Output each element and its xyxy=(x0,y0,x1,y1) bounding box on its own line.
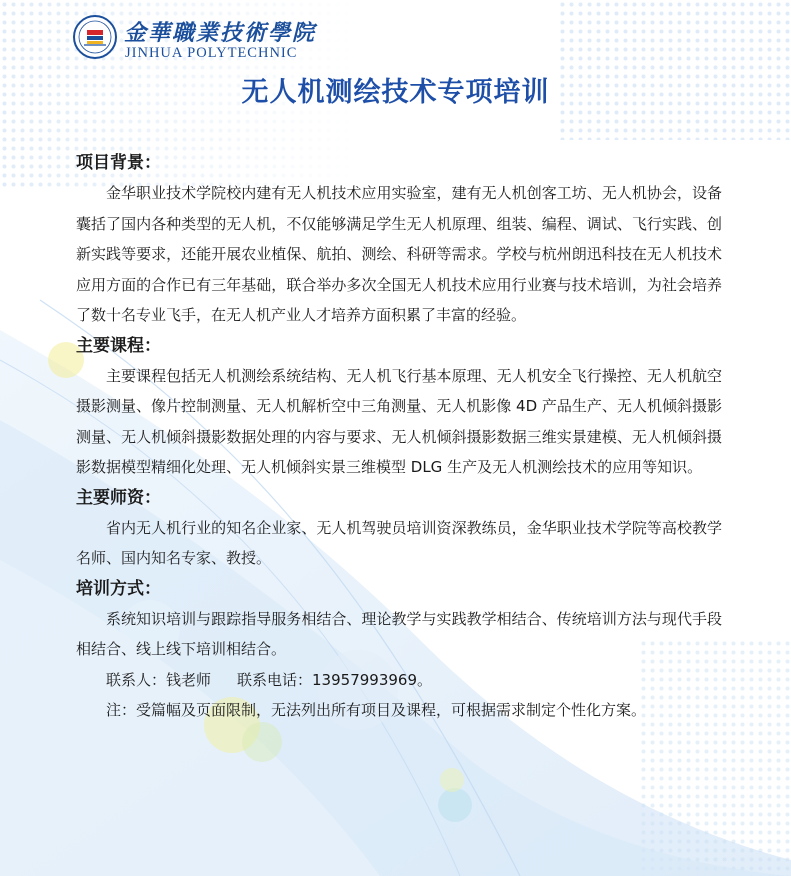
page-title: 无人机测绘技术专项培训 xyxy=(241,77,550,108)
main-content xyxy=(76,148,722,726)
school-logo xyxy=(72,12,317,64)
contact-line xyxy=(76,665,722,696)
section-paragraph-training-method: 系统知识培训与跟踪指导服务相结合、理论教学与实践教学相结合、传统培训方法与现代手段相结合、线上线下培训相结合。 xyxy=(76,609,722,658)
school-emblem-icon xyxy=(72,14,118,60)
section-heading-training-method: 培训方式： xyxy=(76,578,161,599)
logo-english-name: JINHUA POLYTECHNIC xyxy=(125,45,298,61)
contact-phone: 联系电话：13957993969。 xyxy=(237,670,432,689)
section-heading-faculty: 主要师资： xyxy=(76,487,161,508)
section-heading-background: 项目背景： xyxy=(76,153,161,173)
section-heading-courses: 主要课程： xyxy=(76,335,161,356)
section-paragraph-courses: 主要课程包括无人机测绘系统结构、无人机飞行基本原理、无人机安全飞行操控、无人机航空摄影测量、像片控制测量、无人机解析空中三角测量、无人机影像 4D 产品生产、无人机倾斜摄影测量、无人机倾斜摄影数据处理的内容与要求、无人机倾斜摄影数据三维实景建模、无人机倾斜摄影数据模型精细化处理、无人机倾斜实景三维模型 DLG 生产及无人机测绘技术的应用等知识。 xyxy=(76,366,722,476)
note-paragraph: 注：受篇幅及页面限制，无法列出所有项目及课程，可根据需求制定个性化方案。 xyxy=(106,701,647,719)
logo-chinese-name: 金華職業技術學院 xyxy=(124,20,317,46)
section-paragraph-background: 金华职业技术学院校内建有无人机技术应用实验室，建有无人机创客工坊、无人机协会，设备囊括了国内各种类型的无人机，不仅能够满足学生无人机原理、组装、编程、调试、飞行实践、创新实践等要求，还能开展农业植保、航拍、测绘、科研等需求。学校与杭州朗迅科技在无人机技术应用方面的合作已有三年基础，联合举办多次全国无人机技术应用行业赛与技术培训，为社会培养了数十名专业飞手，在无人机产业人才培养方面积累了丰富的经验。 xyxy=(76,184,722,324)
section-paragraph-faculty: 省内无人机行业的知名企业家、无人机驾驶员培训资深教练员，金华职业技术学院等高校教学名师、国内知名专家、教授。 xyxy=(76,518,722,567)
contact-person: 联系人：钱老师 xyxy=(106,670,212,689)
